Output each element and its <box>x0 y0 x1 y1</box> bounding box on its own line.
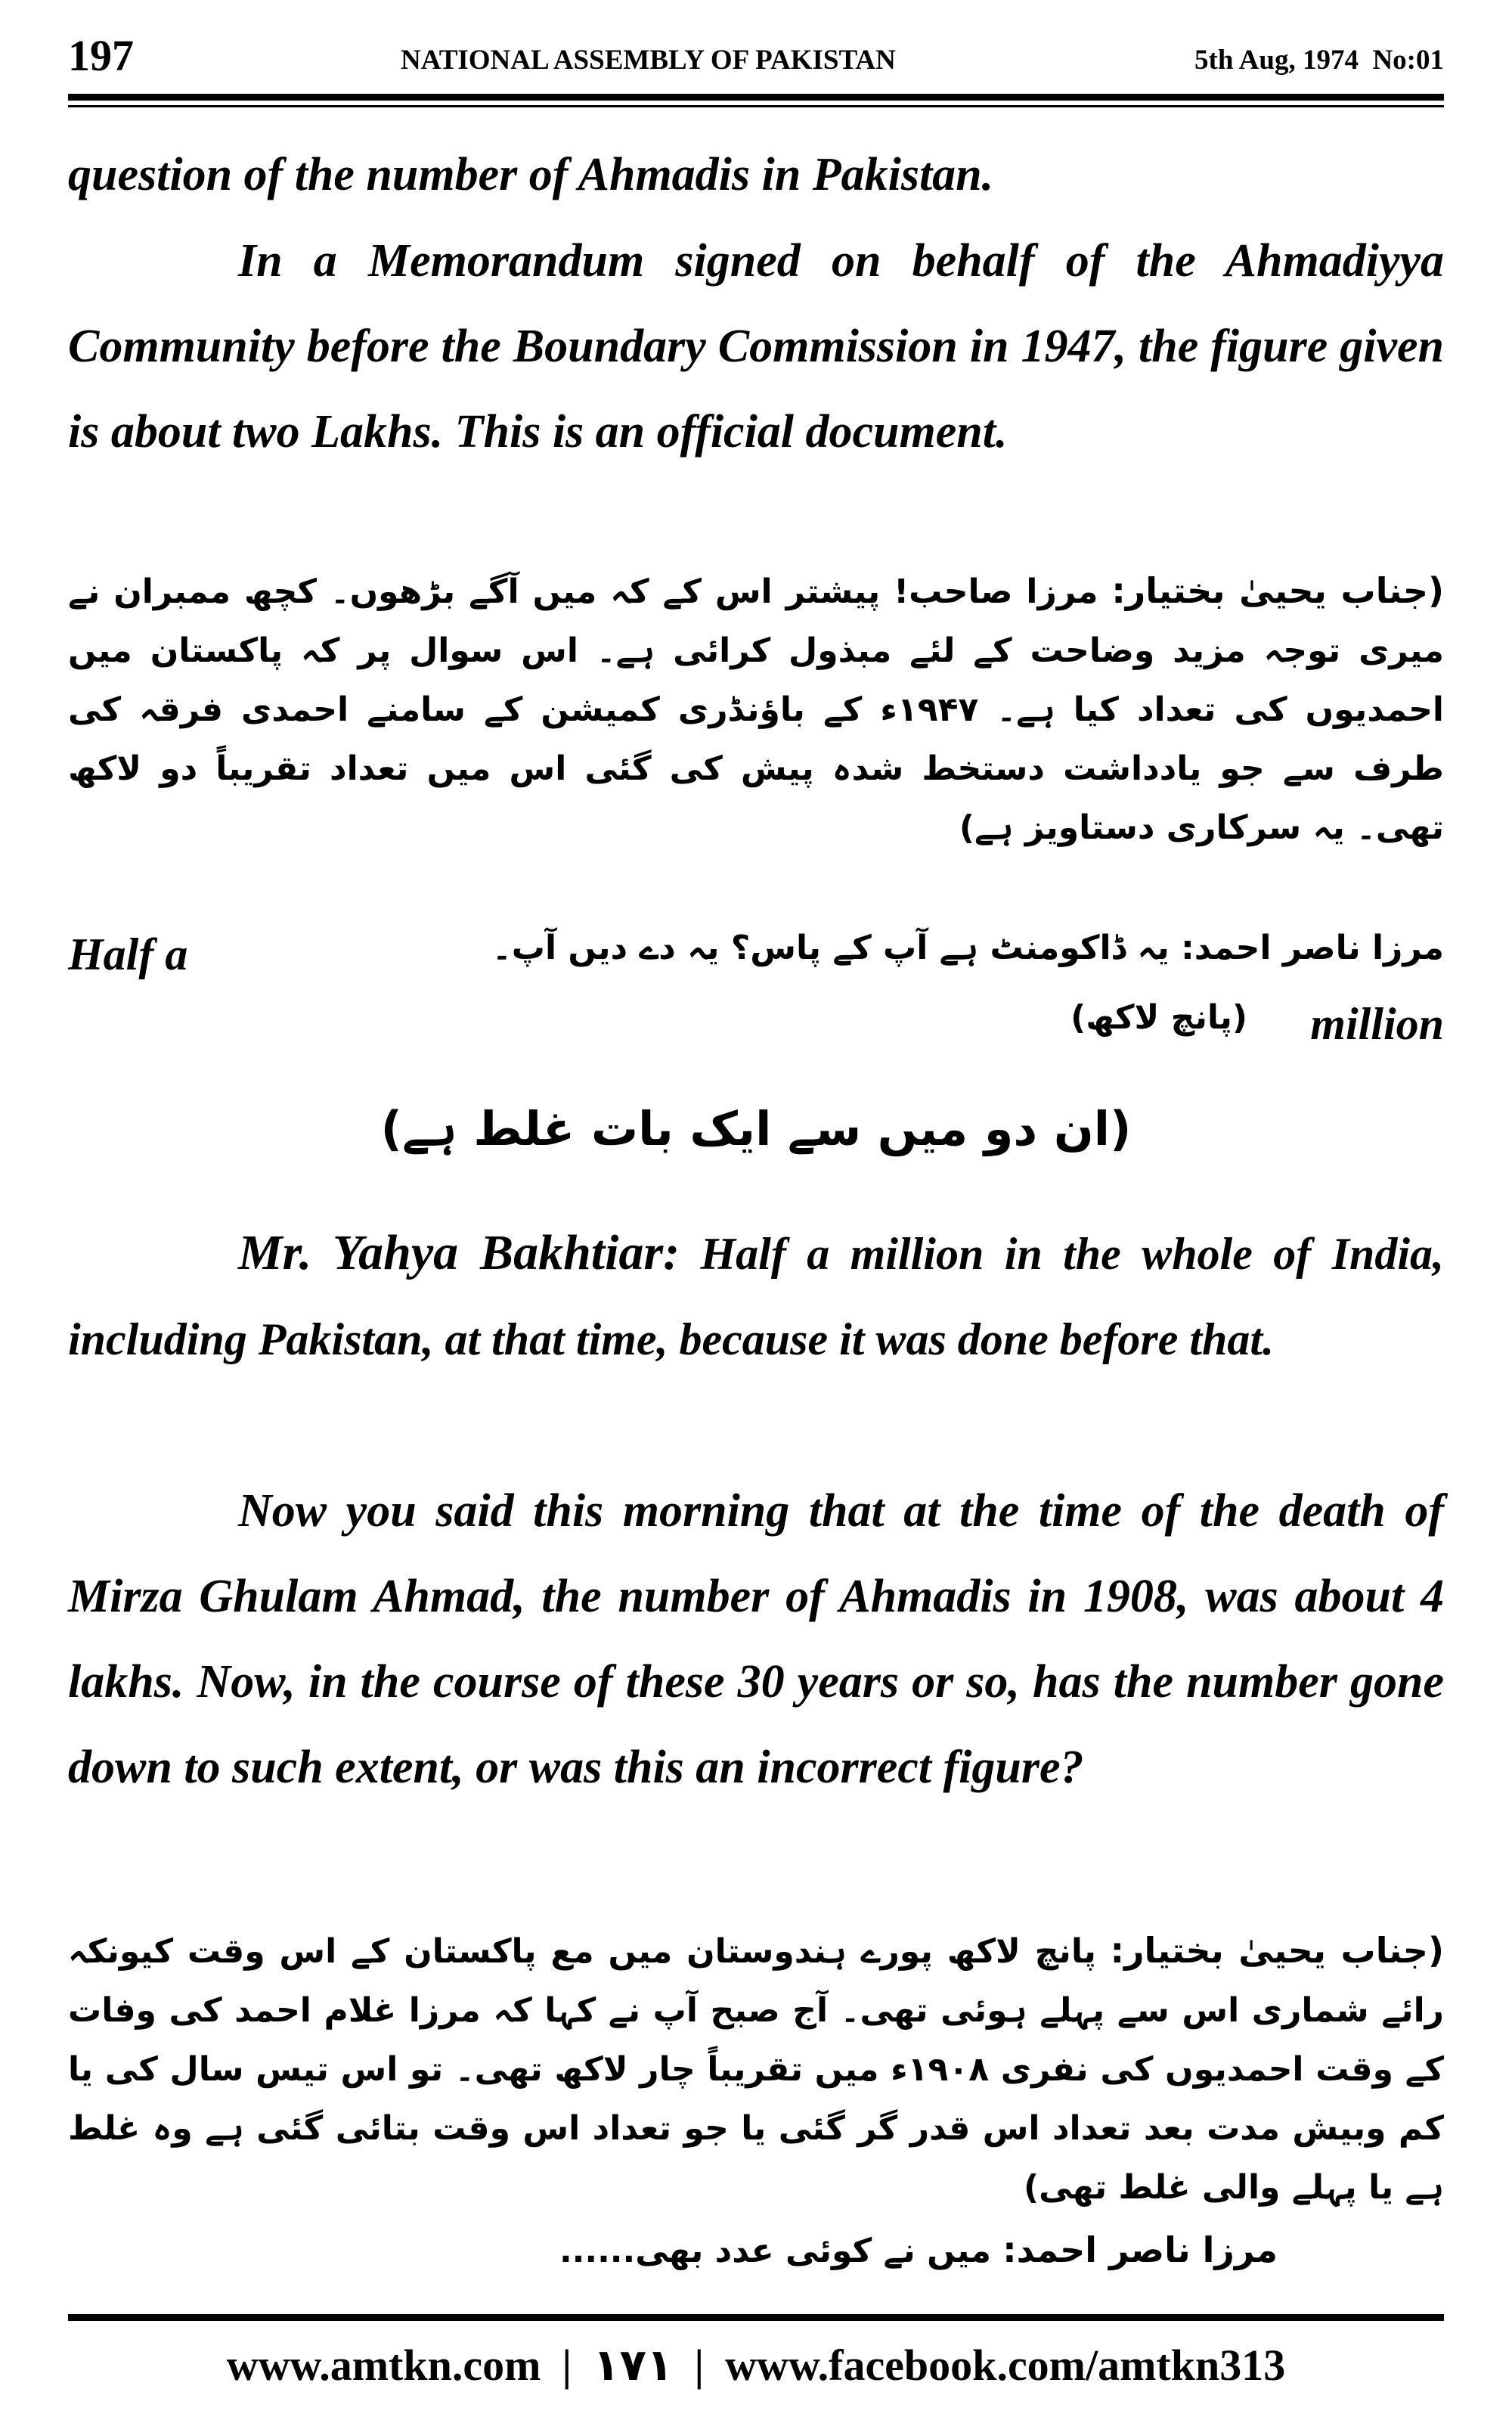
urdu-text-1: مرزا صاحب! پیشتر اس کے کہ میں آگے بڑھوں۔ کچھ ممبران نے میری توجہ مزید وضاحت کے لئے مبذول کرائی ہے۔ اس سوال پر کہ پاکستان میں احمدیوں کی تعداد کیا ہے۔ ۱۹۴۷ء کے باؤنڈری کمیشن کے سامنے احمدی فرقہ کی طرف سے جو یادداشت دستخط شدہ پیش کی گئی اس میں تعداد تقریباً دو لاکھ تھی۔ یہ سرکاری دستاویز ہے) <box>68 572 1444 847</box>
mixed-line-1 <box>68 929 1444 989</box>
urdu-translation-1 <box>68 561 1444 858</box>
urdu-text-5: میں نے کوئی عدد بھی...... <box>559 2232 1003 2270</box>
header-rule-thick <box>68 94 1444 101</box>
footer-rule <box>68 2314 1444 2321</box>
urdu-inline-2: (پانچ لاکھ) <box>1070 998 1247 1037</box>
speaker-yahya-bakhtiar: Mr. Yahya Bakhtiar: <box>238 1225 680 1280</box>
urdu-speaker-1: (جناب یحییٰ بختیار: <box>1111 570 1444 611</box>
paragraph-memorandum: In a Memorandum signed on behalf of the Ahmadiyya Community before the Boundary Commission in 1947, the figure given is about two Lakhs. This is an official document. <box>68 235 1444 458</box>
english-inline-1: Half a <box>68 929 188 979</box>
urdu-speaker-5: مرزا ناصر احمد: <box>1002 2229 1278 2270</box>
paragraph-question: Now you said this morning that at the time of the death of Mirza Ghulam Ahmad, the number of Ahmadis in 1908, was about 4 lakhs. Now, in the course of these 30 years or so, has the number gone down to such extent, or was this an incorrect figure? <box>68 1485 1444 1793</box>
urdu-text-2: یہ ڈاکومنٹ ہے آپ کے پاس؟ یہ دے دیں آپ۔ <box>492 929 1182 967</box>
header-title: NATIONAL ASSEMBLY OF PAKISTAN <box>401 45 896 76</box>
header-rule-thin <box>68 105 1444 107</box>
mixed-line-2 <box>68 998 1444 1059</box>
footer-separator-1: | <box>562 2341 572 2390</box>
urdu-text-4: پانچ لاکھ پورے ہندوستان میں مع پاکستان کے اس وقت کیونکہ رائے شماری اس سے پہلے ہوئی تھی۔ آج صبح آپ نے کہا کہ مرزا غلام احمد کی وفات کے وقت احمدیوں کی نفری ۱۹۰۸ء میں تقریباً چار لاکھ تھی۔ تو اس تیس سال کی یا کم وبیش مدت بعد تعداد اس قدر گر گئی یا جو تعداد اس وقت بتائی گئی ہے وہ غلط ہے یا پہلے والی غلط تھی) <box>68 1932 1444 2207</box>
footer-facebook-link[interactable]: www.facebook.com/amtkn313 <box>725 2341 1286 2390</box>
page-header <box>68 30 1444 91</box>
urdu-translation-2 <box>68 1921 1444 2217</box>
urdu-line-2 <box>492 929 1444 967</box>
footer-page-number: ۱۷۱ <box>593 2339 674 2391</box>
footer-website-link[interactable]: www.amtkn.com <box>226 2341 541 2390</box>
paragraph-yahya-bakhtiar <box>68 1210 1444 1382</box>
header-date: 5th Aug, 1974 <box>1194 45 1359 76</box>
page-number: 197 <box>68 31 134 80</box>
page-footer <box>68 2339 1444 2391</box>
urdu-speaker-2: مرزا ناصر احمد: <box>1181 929 1444 967</box>
english-inline-2: million <box>1310 999 1444 1049</box>
urdu-line-5 <box>68 2220 1444 2281</box>
text-yahya-bakhtiar: Half a million in the whole of India, including Pakistan, at that time, because it was done before that. <box>68 1229 1444 1364</box>
footer-separator-2: | <box>694 2341 705 2390</box>
header-date-number <box>1194 44 1444 76</box>
urdu-centered-note: (ان دو میں سے ایک بات غلط ہے) <box>380 1101 1132 1156</box>
urdu-speaker-4: (جناب یحییٰ بختیار: <box>1110 1930 1444 1971</box>
paragraph-1: question of the number of Ahmadis in Pakistan. <box>68 149 994 200</box>
header-number: No:01 <box>1372 45 1444 76</box>
